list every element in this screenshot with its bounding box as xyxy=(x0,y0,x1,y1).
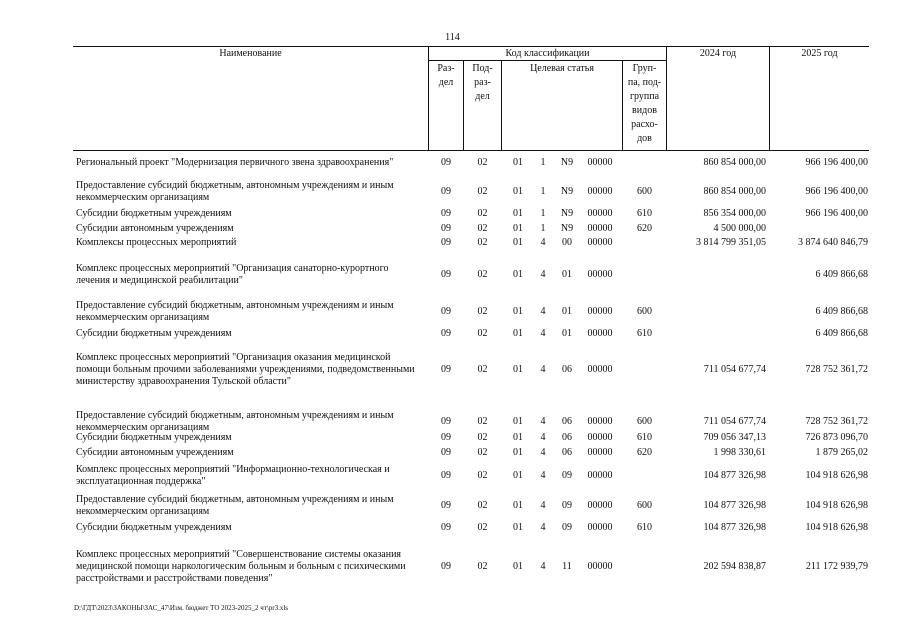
row-code-t1: 01 xyxy=(513,327,523,339)
row-code-t2: 1 xyxy=(540,156,546,168)
row-code-g: 610 xyxy=(637,207,652,219)
row-name: Комплекс процессных мероприятий "Совершенствование системы оказания медицинской помощи наркологическим больным и больным с психическими расстройствами и расстройствами поведения" xyxy=(76,548,406,585)
row-amount-2024: 4 500 000,00 xyxy=(713,222,766,234)
header-target: Целевая статья xyxy=(530,63,594,74)
row-code-t1: 01 xyxy=(513,446,523,458)
table-row xyxy=(73,222,869,236)
row-amount-2025: 6 409 866,68 xyxy=(815,305,868,317)
row-name: Субсидии автономным учреждениям xyxy=(76,446,234,458)
row-amount-2024: 860 854 000,00 xyxy=(703,156,766,168)
row-code-t2: 4 xyxy=(540,431,546,443)
row-code-r: 09 xyxy=(441,268,451,280)
table-row xyxy=(73,150,869,176)
table-row xyxy=(73,261,869,289)
row-code-t4: 00000 xyxy=(587,446,613,458)
row-code-r: 09 xyxy=(441,236,451,248)
row-code-t1: 01 xyxy=(513,222,523,234)
row-name: Комплекс процессных мероприятий "Организация оказания медицинской помощи больным прочими заболеваниями учреждениями, подведомственными министерству здравоохранения Тульской области" xyxy=(76,351,415,388)
header-podrazdel: Под- раз- дел xyxy=(472,63,493,102)
row-code-t4: 00000 xyxy=(587,521,613,533)
row-code-t3: 06 xyxy=(562,363,572,375)
row-code-t3: 09 xyxy=(562,469,572,481)
row-code-t4: 00000 xyxy=(587,207,613,219)
row-code-t2: 4 xyxy=(540,236,546,248)
row-amount-2025: 966 196 400,00 xyxy=(805,156,868,168)
row-code-p: 02 xyxy=(477,268,488,280)
row-code-t4: 00000 xyxy=(587,469,613,481)
row-code-g: 600 xyxy=(637,185,652,197)
row-code-g: 600 xyxy=(637,415,652,427)
row-amount-2025: 728 752 361,72 xyxy=(805,415,868,427)
row-code-g: 600 xyxy=(637,499,652,511)
row-amount-2024: 711 054 677,74 xyxy=(703,415,766,427)
row-amount-2025: 1 879 265,02 xyxy=(815,446,868,458)
row-amount-2025: 6 409 866,68 xyxy=(815,268,868,280)
row-code-r: 09 xyxy=(441,327,451,339)
row-code-t1: 01 xyxy=(513,499,523,511)
row-amount-2024: 104 877 326,98 xyxy=(703,521,766,533)
row-code-t2: 4 xyxy=(540,560,546,572)
row-code-t4: 00000 xyxy=(587,499,613,511)
row-amount-2025: 211 172 939,79 xyxy=(805,560,868,572)
row-amount-2024: 711 054 677,74 xyxy=(703,363,766,375)
row-code-p: 02 xyxy=(477,327,488,339)
row-code-t4: 00000 xyxy=(587,327,613,339)
row-code-r: 09 xyxy=(441,207,451,219)
row-code-t3: N9 xyxy=(560,207,574,219)
row-code-t3: 06 xyxy=(562,431,572,443)
table-header xyxy=(73,46,869,150)
row-code-t3: 06 xyxy=(562,446,572,458)
row-name: Предоставление субсидий бюджетным, автономным учреждениям и иным некоммерческим организациям xyxy=(76,179,394,203)
row-code-g: 620 xyxy=(637,446,652,458)
row-code-t3: 09 xyxy=(562,499,572,511)
table-row xyxy=(73,299,869,325)
row-code-p: 02 xyxy=(477,499,488,511)
row-code-r: 09 xyxy=(441,521,451,533)
row-code-p: 02 xyxy=(477,431,488,443)
row-code-t2: 4 xyxy=(540,499,546,511)
row-amount-2025: 966 196 400,00 xyxy=(805,185,868,197)
table-row xyxy=(73,463,869,489)
row-code-r: 09 xyxy=(441,222,451,234)
row-name: Предоставление субсидий бюджетным, автономным учреждениям и иным некоммерческим организациям xyxy=(76,299,394,323)
row-code-t3: 01 xyxy=(562,327,572,339)
row-code-t2: 4 xyxy=(540,415,546,427)
row-code-t2: 1 xyxy=(540,207,546,219)
row-code-r: 09 xyxy=(441,560,451,572)
row-name: Комплексы процессных мероприятий xyxy=(76,236,237,248)
row-amount-2024: 104 877 326,98 xyxy=(703,499,766,511)
row-code-g: 600 xyxy=(637,305,652,317)
row-code-r: 09 xyxy=(441,469,451,481)
row-code-p: 02 xyxy=(477,415,488,427)
row-code-t1: 01 xyxy=(513,236,523,248)
row-amount-2025: 3 874 640 846,79 xyxy=(798,236,868,248)
table-row xyxy=(73,446,869,460)
row-code-t1: 01 xyxy=(513,431,523,443)
row-code-g: 610 xyxy=(637,327,652,339)
row-amount-2025: 104 918 626,98 xyxy=(805,499,868,511)
row-code-t3: N9 xyxy=(560,156,574,168)
row-code-t3: 01 xyxy=(562,268,572,280)
table-row xyxy=(73,547,869,587)
row-code-t4: 00000 xyxy=(587,415,613,427)
row-code-p: 02 xyxy=(477,363,488,375)
row-amount-2024: 1 998 330,61 xyxy=(713,446,766,458)
row-code-t1: 01 xyxy=(513,415,523,427)
row-code-r: 09 xyxy=(441,446,451,458)
row-name: Предоставление субсидий бюджетным, автономным учреждениям и иным некоммерческим организациям xyxy=(76,493,394,517)
row-code-t2: 4 xyxy=(540,521,546,533)
row-code-p: 02 xyxy=(477,469,488,481)
row-code-t2: 4 xyxy=(540,327,546,339)
row-code-t1: 01 xyxy=(513,207,523,219)
table-row xyxy=(73,207,869,221)
row-code-t1: 01 xyxy=(513,268,523,280)
row-amount-2024: 3 814 799 351,05 xyxy=(696,236,766,248)
row-code-r: 09 xyxy=(441,185,451,197)
page-number: 114 xyxy=(445,32,460,43)
row-code-t1: 01 xyxy=(513,305,523,317)
row-code-p: 02 xyxy=(477,236,488,248)
row-code-t2: 4 xyxy=(540,446,546,458)
row-code-g: 610 xyxy=(637,431,652,443)
row-code-p: 02 xyxy=(477,156,488,168)
row-code-p: 02 xyxy=(477,185,488,197)
row-code-t3: 06 xyxy=(562,415,572,427)
row-name: Субсидии автономным учреждениям xyxy=(76,222,234,234)
table-row xyxy=(73,521,869,535)
row-code-t1: 01 xyxy=(513,156,523,168)
row-code-t3: N9 xyxy=(560,185,574,197)
row-name: Субсидии бюджетным учреждениям xyxy=(76,521,232,533)
table-row xyxy=(73,236,869,250)
table-row xyxy=(73,344,869,396)
row-amount-2024: 104 877 326,98 xyxy=(703,469,766,481)
row-code-p: 02 xyxy=(477,560,488,572)
row-code-t4: 00000 xyxy=(587,305,613,317)
row-code-t2: 4 xyxy=(540,268,546,280)
header-razdel: Раз- дел xyxy=(437,63,455,88)
row-code-t3: N9 xyxy=(560,222,574,234)
row-amount-2025: 966 196 400,00 xyxy=(805,207,868,219)
row-amount-2024: 202 594 838,87 xyxy=(703,560,766,572)
row-code-p: 02 xyxy=(477,521,488,533)
row-amount-2025: 726 873 096,70 xyxy=(805,431,868,443)
row-code-r: 09 xyxy=(441,305,451,317)
header-year-2025: 2025 год xyxy=(801,48,838,59)
row-code-t4: 00000 xyxy=(587,268,613,280)
row-code-t4: 00000 xyxy=(587,156,613,168)
row-code-t1: 01 xyxy=(513,185,523,197)
row-code-t3: 00 xyxy=(562,236,572,248)
row-amount-2025: 728 752 361,72 xyxy=(805,363,868,375)
row-amount-2024: 856 354 000,00 xyxy=(703,207,766,219)
row-code-t3: 09 xyxy=(562,521,572,533)
row-code-t1: 01 xyxy=(513,363,523,375)
row-code-r: 09 xyxy=(441,363,451,375)
row-code-t2: 1 xyxy=(540,185,546,197)
row-code-t4: 00000 xyxy=(587,363,613,375)
row-code-t4: 00000 xyxy=(587,431,613,443)
row-code-r: 09 xyxy=(441,431,451,443)
row-code-t2: 4 xyxy=(540,469,546,481)
table-row xyxy=(73,327,869,341)
header-year-2024: 2024 год xyxy=(699,48,737,59)
table-row xyxy=(73,431,869,445)
row-code-t4: 00000 xyxy=(587,222,613,234)
row-code-t1: 01 xyxy=(513,560,523,572)
row-code-t3: 01 xyxy=(562,305,572,317)
row-code-t4: 00000 xyxy=(587,236,613,248)
header-name: Наименование xyxy=(219,48,282,59)
file-path-footer: D:\ГДТ\2023\ЗАКОНЫ\ЗАС_47\Изм. бюджет ТО 2023-2025_2 чт\pr3.xls xyxy=(74,604,289,612)
row-code-t2: 4 xyxy=(540,363,546,375)
row-amount-2025: 104 918 626,98 xyxy=(805,469,868,481)
row-name: Предоставление субсидий бюджетным, автономным учреждениям и иным некоммерческим организациям xyxy=(76,409,394,433)
row-code-t4: 00000 xyxy=(587,560,613,572)
table-row xyxy=(73,493,869,519)
row-code-t4: 00000 xyxy=(587,185,613,197)
row-name: Региональный проект "Модернизация первичного звена здравоохранения" xyxy=(76,156,394,168)
row-code-p: 02 xyxy=(477,222,488,234)
table-row xyxy=(73,179,869,205)
row-code-t3: 11 xyxy=(562,560,572,572)
row-amount-2024: 860 854 000,00 xyxy=(703,185,766,197)
header-group: Груп- па, под- группа видов расхо- дов xyxy=(627,63,662,144)
row-code-r: 09 xyxy=(441,415,451,427)
row-code-g: 610 xyxy=(637,521,652,533)
row-code-p: 02 xyxy=(477,305,488,317)
row-amount-2024: 709 056 347,13 xyxy=(703,431,766,443)
row-amount-2025: 6 409 866,68 xyxy=(815,327,868,339)
row-code-t2: 4 xyxy=(540,305,546,317)
row-name: Субсидии бюджетным учреждениям xyxy=(76,207,232,219)
row-name: Комплекс процессных мероприятий "Организация санаторно-курортного лечения и медицинской реабилитации" xyxy=(76,262,389,286)
row-code-r: 09 xyxy=(441,499,451,511)
row-code-r: 09 xyxy=(441,156,451,168)
row-code-t1: 01 xyxy=(513,521,523,533)
row-code-t1: 01 xyxy=(513,469,523,481)
row-code-p: 02 xyxy=(477,207,488,219)
row-code-g: 620 xyxy=(637,222,652,234)
row-code-t2: 1 xyxy=(540,222,546,234)
row-name: Комплекс процессных мероприятий "Информационно-технологическая и эксплуатационная поддержка" xyxy=(76,463,390,487)
row-amount-2025: 104 918 626,98 xyxy=(805,521,868,533)
row-name: Субсидии бюджетным учреждениям xyxy=(76,327,232,339)
row-code-p: 02 xyxy=(477,446,488,458)
row-name: Субсидии бюджетным учреждениям xyxy=(76,431,232,443)
header-code-group: Код классификации xyxy=(505,48,590,59)
